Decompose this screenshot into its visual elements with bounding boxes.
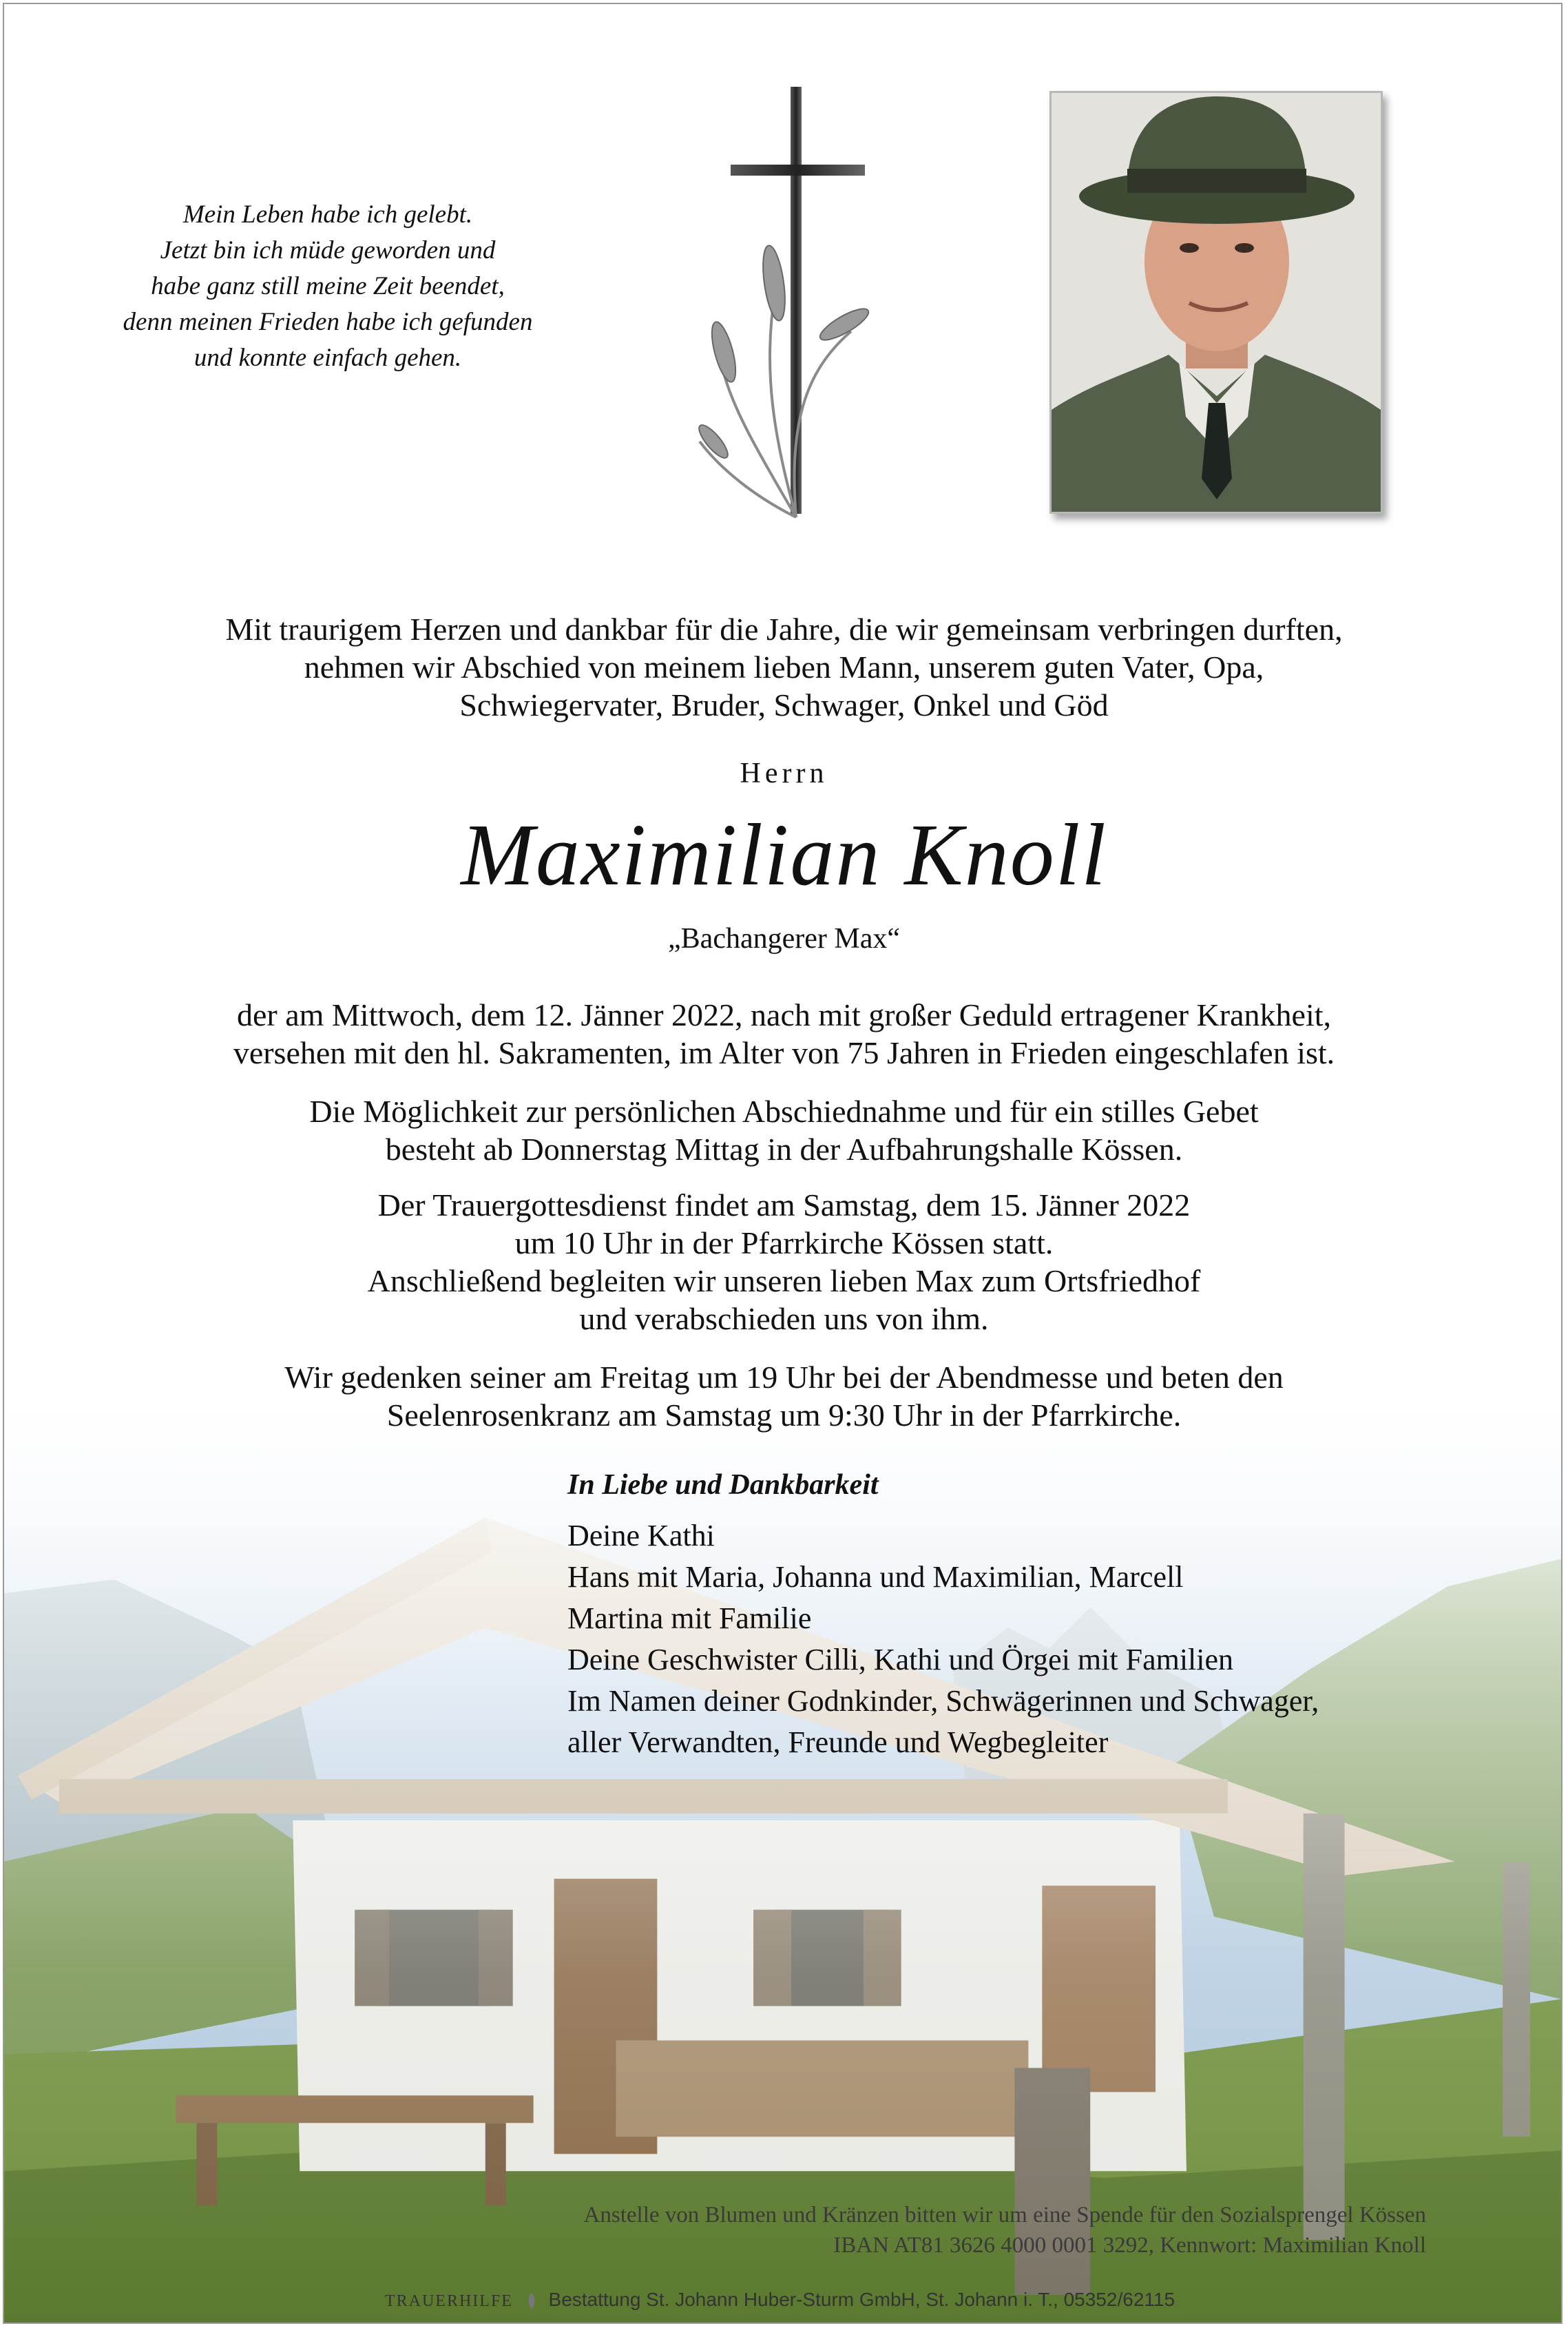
deceased-name: Maximilian Knoll (461, 806, 1107, 904)
poem-line: Mein Leben habe ich gelebt. (182, 200, 473, 229)
footer (0, 2289, 1560, 2311)
poem (107, 197, 548, 376)
signature-line: Hans mit Maria, Johanna und Maximilian, Marcell (567, 1560, 1184, 1594)
intro-line: Mit traurigem Herzen und dankbar für die Jahre, die wir gemeinsam verbringen durften, (225, 612, 1343, 647)
footer-text: Bestattung St. Johann Huber-Sturm GmbH, St. Johann i. T., 05352/62115 (548, 2289, 1175, 2310)
death-notice-line: versehen mit den hl. Sakramenten, im Alter von 75 Jahren in Frieden eingeschlafen ist. (233, 1035, 1335, 1070)
intro-line: Schwiegervater, Bruder, Schwager, Onkel und Göd (459, 687, 1109, 723)
donation-note (4, 2200, 1426, 2261)
signature-block (567, 1464, 1463, 1763)
remembrance-line: Wir gedenken seiner am Freitag um 19 Uhr bei der Abendmesse und beten den (284, 1360, 1284, 1395)
remembrance-info (4, 1358, 1562, 1434)
service-line: und verabschieden uns von ihm. (579, 1301, 989, 1336)
obituary-card (3, 3, 1562, 2324)
signature-line: Im Namen deiner Godnkinder, Schwägerinnen und Schwager, (567, 1684, 1319, 1718)
signature-line: Deine Geschwister Cilli, Kathi und Örgei mit Familien (567, 1643, 1234, 1676)
service-line: um 10 Uhr in der Pfarrkirche Kössen statt. (514, 1225, 1054, 1260)
remembrance-line: Seelenrosenkranz am Samstag um 9:30 Uhr in der Pfarrkirche. (386, 1397, 1182, 1433)
viewing-line: Die Möglichkeit zur persönlichen Abschiednahme und für ein stilles Gebet (309, 1094, 1259, 1129)
salutation: Herrn (740, 758, 828, 789)
footer-brand: TRAUERHILFE (384, 2292, 513, 2310)
signature-line: Martina mit Familie (567, 1601, 812, 1635)
donation-line: Anstelle von Blumen und Kränzen bitten wir um eine Spende für den Sozialsprengel Kössen (583, 2203, 1426, 2227)
portrait-image (1052, 93, 1381, 512)
nickname: „Bachangerer Max“ (668, 923, 900, 955)
service-info (4, 1186, 1562, 1338)
poem-line: Jetzt bin ich müde geworden und (160, 236, 496, 264)
poem-line: und konnte einfach gehen. (194, 344, 462, 372)
cross-with-wheat-icon (693, 83, 886, 531)
poem-line: denn meinen Frieden habe ich gefunden (123, 308, 533, 336)
poem-line: habe ganz still meine Zeit beendet, (151, 272, 505, 300)
viewing-info (4, 1092, 1562, 1168)
death-notice-line: der am Mittwoch, dem 12. Jänner 2022, nach mit großer Geduld ertragener Krankheit, (236, 997, 1332, 1032)
intro-paragraph (4, 610, 1562, 724)
signature-line: aller Verwandten, Freunde und Wegbegleiter (567, 1725, 1109, 1759)
portrait-photo (1049, 91, 1383, 514)
signature-heading: In Liebe und Dankbarkeit (567, 1469, 879, 1501)
service-line: Der Trauergottesdienst findet am Samstag, dem 15. Jänner 2022 (377, 1187, 1191, 1223)
donation-line: IBAN AT81 3626 4000 0001 3292, Kennwort: Maximilian Knoll (833, 2233, 1426, 2258)
signature-line: Deine Kathi (567, 1519, 715, 1552)
viewing-line: besteht ab Donnerstag Mittag in der Aufbahrungshalle Kössen. (385, 1132, 1183, 1167)
intro-line: nehmen wir Abschied von meinem lieben Mann, unserem guten Vater, Opa, (304, 649, 1264, 685)
service-line: Anschließend begleiten wir unseren lieben Max zum Ortsfriedhof (367, 1263, 1201, 1298)
feather-icon (525, 2292, 538, 2310)
death-notice (4, 996, 1562, 1072)
